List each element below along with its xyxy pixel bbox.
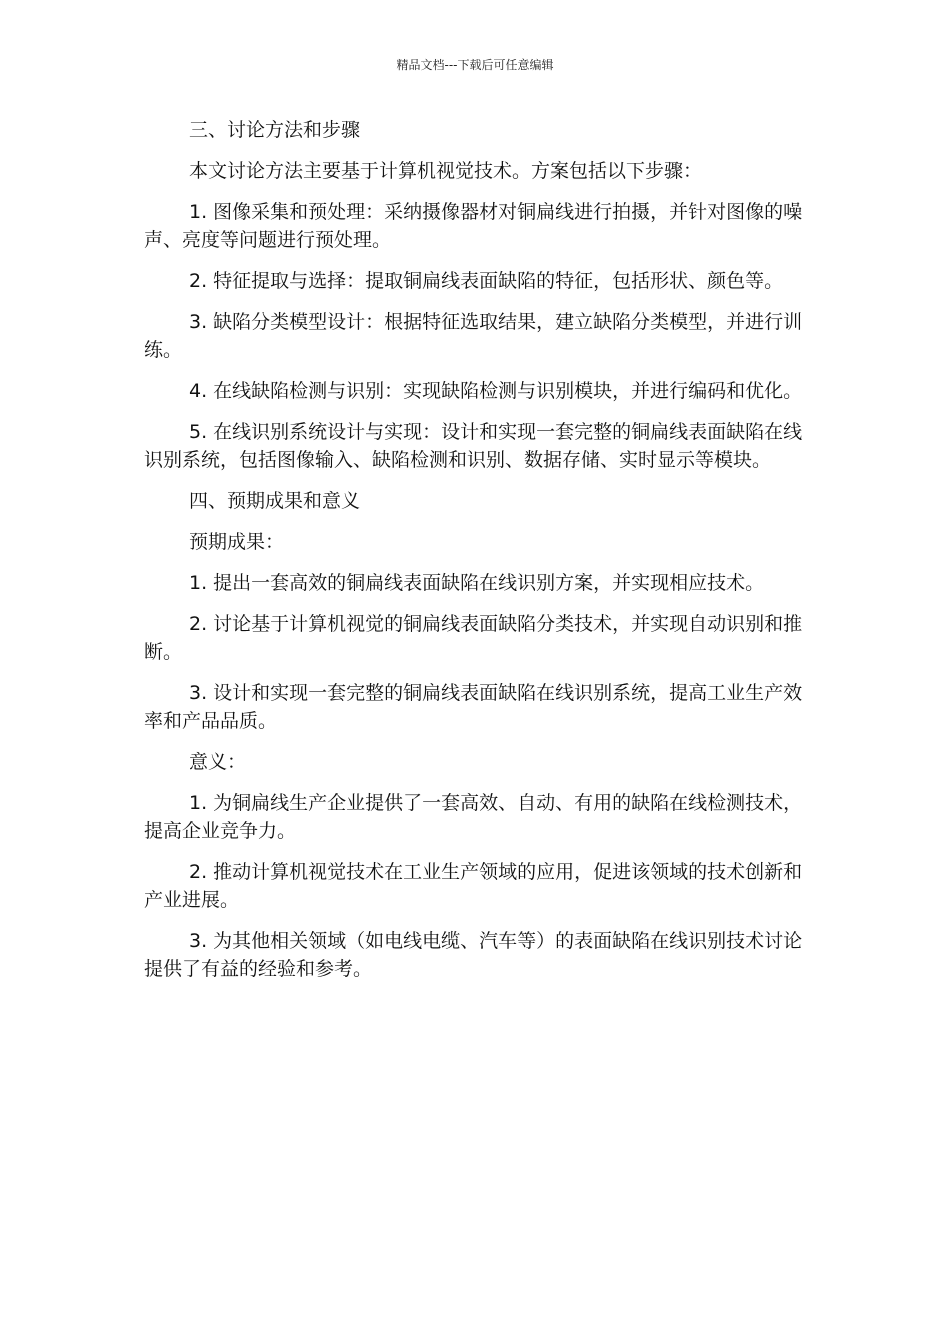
page-header: 精品文档---下载后可任意编辑	[396, 58, 554, 72]
significance-1: 1. 为铜扁线生产企业提供了一套高效、自动、有用的缺陷在线检测技术，提高企业竞争力。	[144, 792, 803, 842]
step-5: 5. 在线识别系统设计与实现：设计和实现一套完整的铜扁线表面缺陷在线识别系统，包括图像输入、缺陷检测和识别、数据存储、实时显示等模块。	[144, 421, 803, 471]
step-1: 1. 图像采集和预处理：采纳摄像器材对铜扁线进行拍摄，并针对图像的噪声、亮度等问题进行预处理。	[144, 201, 803, 251]
significance-2: 2. 推动计算机视觉技术在工业生产领域的应用，促进该领域的技术创新和产业进展。	[144, 861, 803, 911]
methods-intro: 本文讨论方法主要基于计算机视觉技术。方案包括以下步骤：	[189, 160, 703, 182]
section-heading-methods: 三、讨论方法和步骤	[189, 119, 361, 141]
section-heading-results: 四、预期成果和意义	[189, 490, 361, 512]
result-1: 1. 提出一套高效的铜扁线表面缺陷在线识别方案，并实现相应技术。	[189, 572, 765, 594]
step-2: 2. 特征提取与选择：提取铜扁线表面缺陷的特征，包括形状、颜色等。	[189, 270, 784, 292]
result-3: 3. 设计和实现一套完整的铜扁线表面缺陷在线识别系统，提高工业生产效率和产品品质。	[144, 682, 803, 732]
document-body	[144, 116, 804, 996]
significance-label: 意义：	[189, 751, 247, 773]
expected-results-label: 预期成果：	[189, 531, 285, 553]
result-2: 2. 讨论基于计算机视觉的铜扁线表面缺陷分类技术，并实现自动识别和推断。	[144, 613, 803, 663]
step-3: 3. 缺陷分类模型设计：根据特征选取结果，建立缺陷分类模型，并进行训练。	[144, 311, 803, 361]
step-4: 4. 在线缺陷检测与识别：实现缺陷检测与识别模块，并进行编码和优化。	[189, 380, 803, 402]
significance-3: 3. 为其他相关领域（如电线电缆、汽车等）的表面缺陷在线识别技术讨论提供了有益的经验和参考。	[144, 930, 803, 980]
